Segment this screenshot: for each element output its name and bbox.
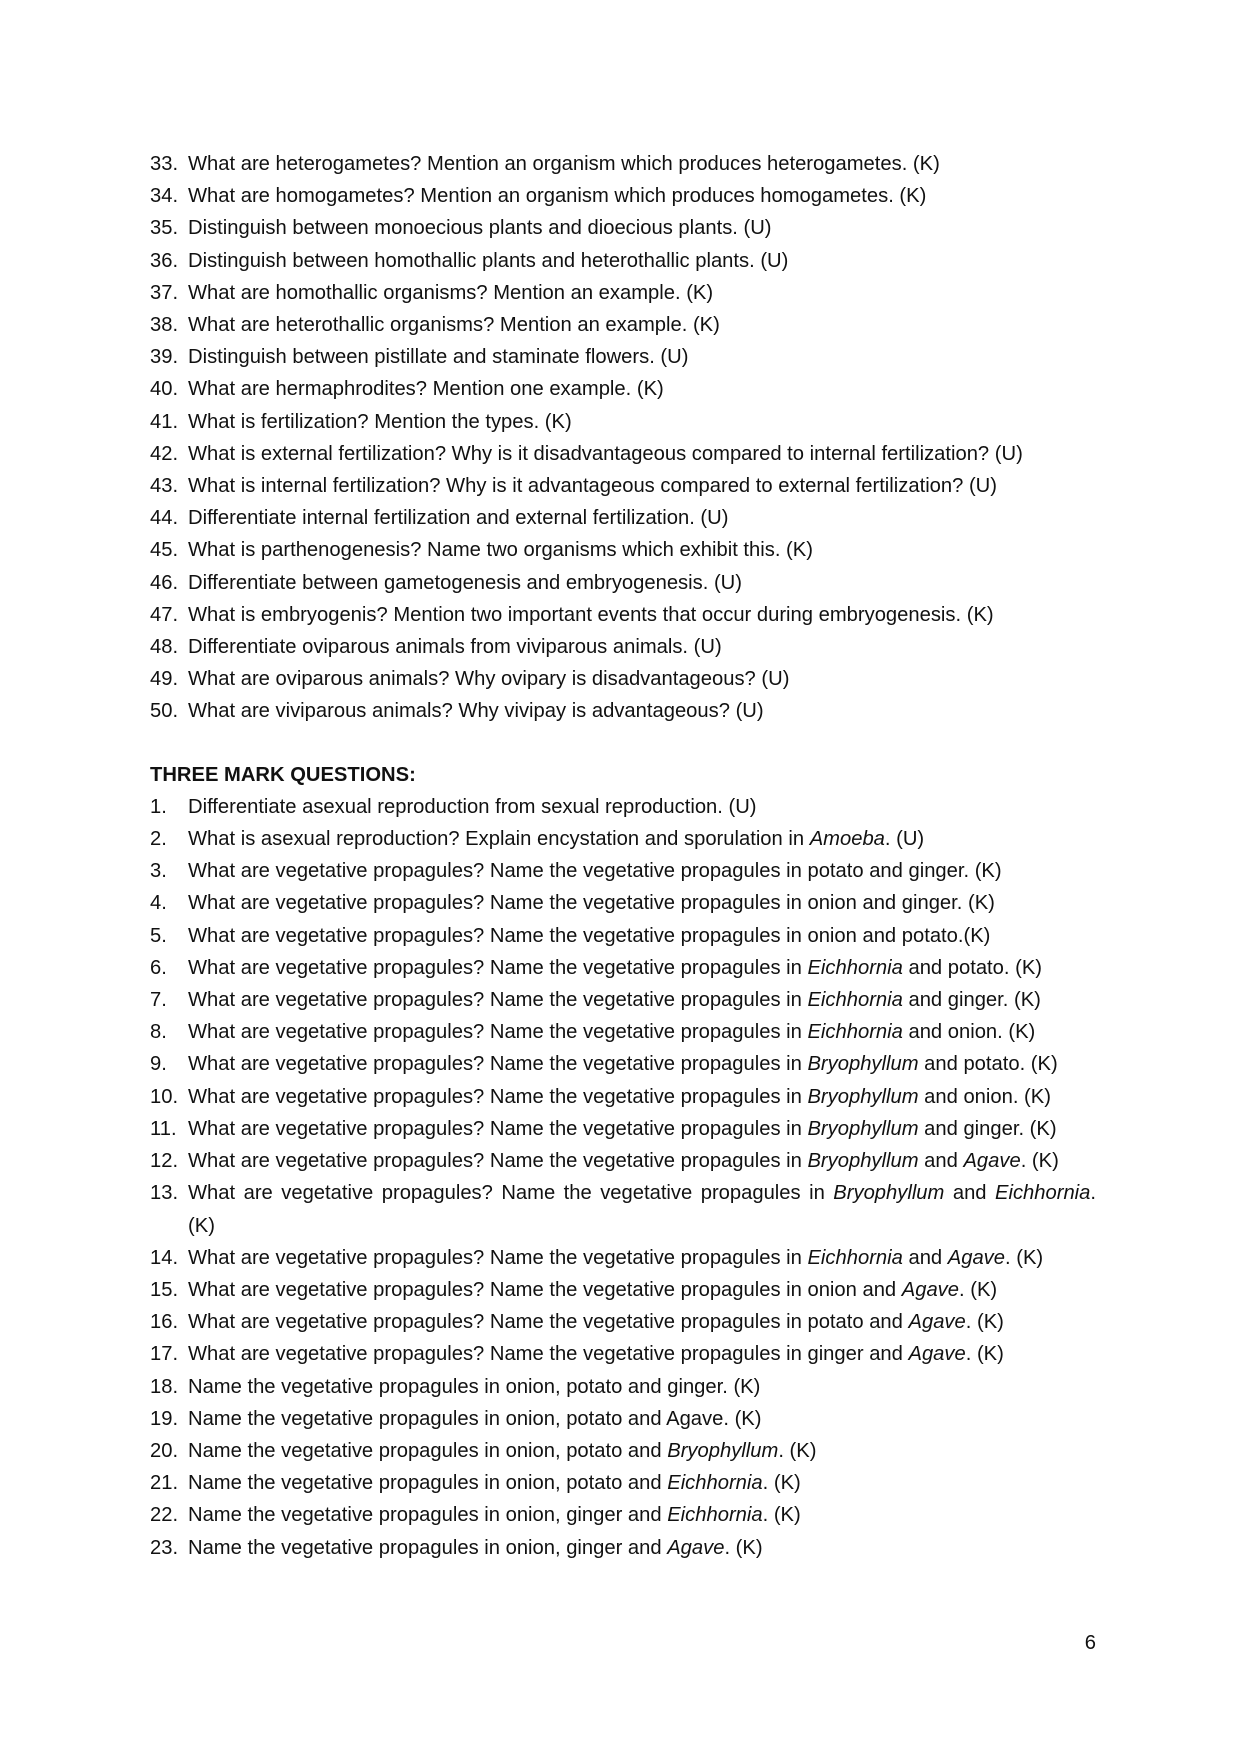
text-segment: What are viviparous animals? Why vivipay is advantageous? (U) <box>188 700 764 723</box>
question-number: 16. <box>150 1311 179 1334</box>
question-text <box>188 443 1023 465</box>
question-text <box>188 1053 1058 1075</box>
question-item <box>150 148 1096 180</box>
question-item <box>150 1081 1096 1113</box>
question-number: 4. <box>150 892 167 915</box>
question-text <box>188 796 757 818</box>
text-segment: What are vegetative propagules? Name the vegetative propagules in <box>188 1182 834 1205</box>
text-segment: Name the vegetative propagules in onion, potato and Agave. (K) <box>188 1407 762 1430</box>
text-segment: and potato. (K) <box>902 956 1043 979</box>
italic-term: Agave <box>947 1246 1006 1269</box>
question-number: 49. <box>150 668 179 691</box>
question-number: 45. <box>150 539 179 562</box>
text-segment: Name the vegetative propagules in onion, ginger and <box>188 1504 668 1527</box>
question-number: 11. <box>150 1117 177 1140</box>
question-item <box>150 277 1096 309</box>
text-segment: . (K) <box>762 1504 801 1527</box>
text-segment: What are heterothallic organisms? Mention an example. (K) <box>188 314 720 337</box>
text-segment: . (K) <box>762 1472 801 1495</box>
question-number: 43. <box>150 475 179 498</box>
question-number: 38. <box>150 314 179 337</box>
text-segment: Distinguish between homothallic plants and heterothallic plants. (U) <box>188 249 789 272</box>
question-text <box>188 1440 816 1462</box>
text-segment: Differentiate asexual reproduction from sexual reproduction. (U) <box>188 795 757 818</box>
question-item <box>150 341 1096 373</box>
text-segment: What are vegetative propagules? Name the vegetative propagules in onion and potato.(K) <box>188 924 991 947</box>
question-item <box>150 534 1096 566</box>
text-segment: What are vegetative propagules? Name the vegetative propagules in onion and ginger. (K) <box>188 892 995 915</box>
text-segment: What are vegetative propagules? Name the vegetative propagules in ginger and <box>188 1343 909 1366</box>
question-number: 46. <box>150 571 179 594</box>
text-segment: Differentiate between gametogenesis and embryogenesis. (U) <box>188 571 742 594</box>
question-number: 48. <box>150 636 179 659</box>
text-segment: and ginger. (K) <box>918 1117 1057 1140</box>
text-segment: What are vegetative propagules? Name the vegetative propagules in <box>188 1085 808 1108</box>
text-segment: What are vegetative propagules? Name the vegetative propagules in <box>188 1246 808 1269</box>
question-text <box>188 892 995 914</box>
question-number: 10. <box>150 1085 179 1108</box>
text-segment: What are oviparous animals? Why ovipary is disadvantageous? (U) <box>188 668 790 691</box>
question-item <box>150 1274 1096 1306</box>
question-text <box>188 860 1002 882</box>
question-number: 7. <box>150 989 167 1012</box>
question-number: 36. <box>150 249 179 272</box>
question-number: 3. <box>150 860 167 883</box>
question-text <box>188 539 813 561</box>
text-segment: Name the vegetative propagules in onion, potato and ginger. (K) <box>188 1375 761 1398</box>
question-item <box>150 373 1096 405</box>
question-text <box>188 989 1041 1011</box>
question-item <box>150 1371 1096 1403</box>
question-text <box>188 507 728 529</box>
question-text <box>188 314 720 336</box>
section-heading: THREE MARK QUESTIONS: <box>150 763 416 786</box>
italic-term: Bryophyllum <box>807 1117 919 1140</box>
text-segment: and <box>918 1150 964 1173</box>
italic-term: Eichhornia <box>995 1182 1091 1205</box>
question-item <box>150 309 1096 341</box>
question-item <box>150 1048 1096 1080</box>
question-item <box>150 823 1096 855</box>
question-text <box>188 1118 1057 1140</box>
text-segment: . (K) <box>965 1311 1004 1334</box>
text-segment: What are vegetative propagules? Name the vegetative propagules in <box>188 956 808 979</box>
question-number: 41. <box>150 410 179 433</box>
text-segment: What is parthenogenesis? Name two organisms which exhibit this. (K) <box>188 539 813 562</box>
italic-term: Eichhornia <box>667 1472 763 1495</box>
question-item <box>150 952 1096 984</box>
text-segment: What are vegetative propagules? Name the vegetative propagules in <box>188 989 808 1012</box>
text-segment: . (K) <box>188 1182 1096 1237</box>
text-segment: What are vegetative propagules? Name the vegetative propagules in potato and <box>188 1311 909 1334</box>
italic-term: Bryophyllum <box>833 1182 945 1205</box>
question-text <box>188 636 722 658</box>
text-segment: Name the vegetative propagules in onion, ginger and <box>188 1536 668 1559</box>
question-item <box>150 406 1096 438</box>
question-number: 2. <box>150 828 167 851</box>
text-segment: What are vegetative propagules? Name the vegetative propagules in <box>188 1053 808 1076</box>
text-segment: and ginger. (K) <box>902 989 1041 1012</box>
question-number: 47. <box>150 603 179 626</box>
question-list-part1 <box>150 148 1096 728</box>
question-number: 5. <box>150 924 167 947</box>
text-segment: and onion. (K) <box>918 1085 1051 1108</box>
question-item <box>150 245 1096 277</box>
text-segment: What is embryogenis? Mention two important events that occur during embryogenesis. (K) <box>188 603 994 626</box>
text-segment: and potato. (K) <box>918 1053 1058 1076</box>
question-item <box>150 1242 1096 1274</box>
text-segment: and <box>902 1246 948 1269</box>
text-segment: What are homogametes? Mention an organism which produces homogametes. (K) <box>188 185 927 208</box>
question-text <box>188 346 688 368</box>
text-segment: What is external fertilization? Why is it disadvantageous compared to internal fertilization? (U) <box>188 442 1023 465</box>
question-number: 21. <box>150 1472 179 1495</box>
question-item <box>150 502 1096 534</box>
question-item <box>150 599 1096 631</box>
italic-term: Agave <box>908 1311 966 1334</box>
italic-term: Agave <box>901 1278 960 1301</box>
text-segment: What are vegetative propagules? Name the vegetative propagules in <box>188 1021 808 1044</box>
question-text <box>188 925 990 947</box>
question-text <box>188 1343 1004 1365</box>
question-item <box>150 1403 1096 1435</box>
question-item <box>150 1532 1096 1564</box>
text-segment: Name the vegetative propagules in onion, potato and <box>188 1472 668 1495</box>
question-text <box>188 217 772 239</box>
question-item <box>150 920 1096 952</box>
question-number: 14. <box>150 1246 179 1269</box>
question-text <box>188 668 789 690</box>
question-text <box>188 572 742 594</box>
question-item <box>150 1177 1096 1241</box>
question-number: 1. <box>150 795 167 818</box>
text-segment: . (K) <box>959 1278 998 1301</box>
italic-term: Eichhornia <box>667 1504 763 1527</box>
question-number: 23. <box>150 1536 179 1559</box>
question-text <box>188 282 713 304</box>
question-item <box>150 438 1096 470</box>
question-item <box>150 887 1096 919</box>
text-segment: What is fertilization? Mention the types. (K) <box>188 410 572 433</box>
text-segment: and <box>944 1182 995 1205</box>
italic-term: Eichhornia <box>807 956 903 979</box>
page-number: 6 <box>1084 1632 1096 1654</box>
text-segment: and onion. (K) <box>902 1021 1036 1044</box>
question-text <box>188 475 997 497</box>
question-text <box>188 1376 760 1398</box>
question-text <box>188 1408 761 1430</box>
question-number: 35. <box>150 217 179 240</box>
italic-term: Agave <box>667 1536 725 1559</box>
question-item <box>150 1016 1096 1048</box>
text-segment: . (K) <box>778 1439 817 1462</box>
question-number: 37. <box>150 281 179 304</box>
question-number: 40. <box>150 378 179 401</box>
question-text <box>188 1311 1004 1333</box>
question-item <box>150 855 1096 887</box>
text-segment: Differentiate internal fertilization and external fertilization. (U) <box>188 507 729 530</box>
question-item <box>150 1467 1096 1499</box>
question-number: 34. <box>150 185 179 208</box>
question-number: 15. <box>150 1278 179 1301</box>
italic-term: Bryophyllum <box>807 1053 919 1076</box>
question-text <box>188 1247 1043 1269</box>
italic-term: Agave <box>963 1150 1021 1173</box>
question-text <box>188 828 924 850</box>
question-text <box>188 1279 997 1301</box>
question-item <box>150 984 1096 1016</box>
text-segment: Name the vegetative propagules in onion, potato and <box>188 1439 668 1462</box>
text-segment: . (K) <box>724 1536 763 1559</box>
italic-term: Agave <box>908 1343 966 1366</box>
text-segment: . (K) <box>1005 1246 1044 1269</box>
text-segment: What is internal fertilization? Why is it advantageous compared to external fertilization? (U) <box>188 475 997 498</box>
question-item <box>150 695 1096 727</box>
question-number: 18. <box>150 1375 179 1398</box>
document-page <box>150 148 1096 1564</box>
text-segment: What are hermaphrodites? Mention one example. (K) <box>188 378 664 401</box>
text-segment: What are heterogametes? Mention an organism which produces heterogametes. (K) <box>188 153 940 175</box>
question-text <box>188 1021 1035 1043</box>
question-text <box>188 604 994 626</box>
question-text <box>188 1150 1059 1172</box>
italic-term: Bryophyllum <box>807 1150 919 1173</box>
question-item <box>150 470 1096 502</box>
question-text <box>188 1182 1096 1236</box>
question-text <box>188 411 572 433</box>
italic-term: Eichhornia <box>807 1246 903 1269</box>
question-text <box>188 1537 763 1559</box>
text-segment: Differentiate oviparous animals from viviparous animals. (U) <box>188 636 722 659</box>
question-number: 9. <box>150 1053 167 1076</box>
question-item <box>150 1306 1096 1338</box>
text-segment: . (K) <box>1020 1150 1059 1173</box>
italic-term: Amoeba <box>809 828 885 851</box>
question-text <box>188 378 664 400</box>
text-segment: Distinguish between pistillate and staminate flowers. (U) <box>188 346 689 369</box>
question-number: 44. <box>150 507 179 530</box>
question-text <box>188 700 764 722</box>
text-segment: . (K) <box>965 1343 1004 1366</box>
question-item <box>150 180 1096 212</box>
italic-term: Bryophyllum <box>667 1439 779 1462</box>
question-item <box>150 1435 1096 1467</box>
question-item <box>150 567 1096 599</box>
italic-term: Bryophyllum <box>807 1085 919 1108</box>
text-segment: What are vegetative propagules? Name the vegetative propagules in potato and ginger. (K) <box>188 860 1002 883</box>
question-item <box>150 1145 1096 1177</box>
question-item <box>150 791 1096 823</box>
text-segment: What is asexual reproduction? Explain encystation and sporulation in <box>188 828 810 851</box>
question-item <box>150 1499 1096 1531</box>
question-text <box>188 153 940 175</box>
text-segment: . (U) <box>884 828 925 851</box>
question-item <box>150 212 1096 244</box>
question-text <box>188 1504 801 1526</box>
question-number: 8. <box>150 1021 167 1044</box>
question-text <box>188 250 788 272</box>
text-segment: Distinguish between monoecious plants and dioecious plants. (U) <box>188 217 772 240</box>
question-number: 39. <box>150 346 179 369</box>
question-number: 17. <box>150 1343 179 1366</box>
question-item <box>150 1113 1096 1145</box>
question-item <box>150 631 1096 663</box>
text-segment: What are vegetative propagules? Name the vegetative propagules in <box>188 1117 808 1140</box>
question-list-three-mark <box>150 791 1096 1564</box>
question-item <box>150 1338 1096 1370</box>
text-segment: What are vegetative propagules? Name the vegetative propagules in <box>188 1150 808 1173</box>
question-number: 50. <box>150 700 179 723</box>
question-text <box>188 185 926 207</box>
italic-term: Eichhornia <box>807 989 903 1012</box>
question-number: 20. <box>150 1439 179 1462</box>
question-number: 6. <box>150 956 167 979</box>
question-text <box>188 1472 801 1494</box>
question-item <box>150 663 1096 695</box>
question-text <box>188 957 1042 979</box>
question-number: 42. <box>150 442 179 465</box>
question-number: 13. <box>150 1182 179 1205</box>
text-segment: What are homothallic organisms? Mention an example. (K) <box>188 281 714 304</box>
question-number: 19. <box>150 1407 179 1430</box>
question-number: 12. <box>150 1150 179 1173</box>
text-segment: What are vegetative propagules? Name the vegetative propagules in onion and <box>188 1278 902 1301</box>
question-number: 33. <box>150 153 179 175</box>
question-text <box>188 1086 1051 1108</box>
question-number: 22. <box>150 1504 179 1527</box>
italic-term: Eichhornia <box>807 1021 903 1044</box>
